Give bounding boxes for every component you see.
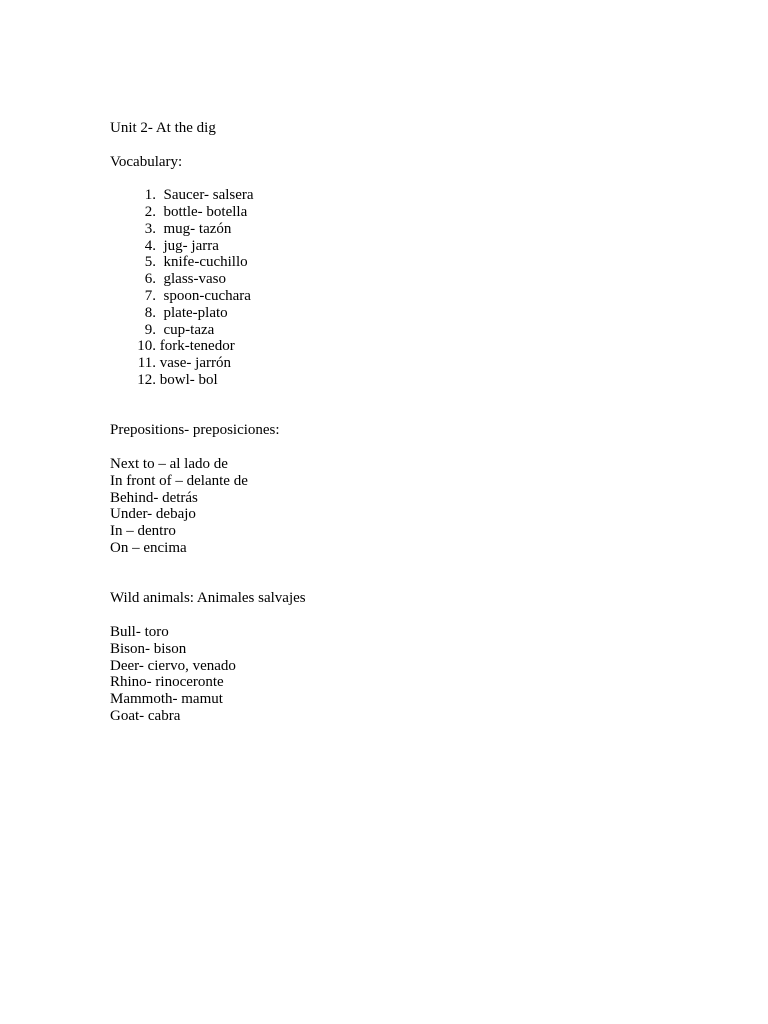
- list-number: 6.: [144, 271, 156, 288]
- list-text: [156, 187, 164, 204]
- list-number: 11.: [137, 355, 156, 372]
- list-text: [156, 254, 164, 271]
- list-number: 1.: [144, 187, 156, 204]
- prepositions-list: [110, 456, 710, 557]
- list-item: In front of – delante de: [110, 472, 248, 489]
- list-text: [156, 221, 164, 238]
- list-item: [110, 204, 710, 221]
- animals-list: [110, 624, 710, 725]
- list-item: Next to – al lado de: [110, 455, 228, 472]
- list-text: [156, 288, 164, 305]
- list-number: 12.: [137, 371, 156, 388]
- list-item: Goat- cabra: [110, 707, 181, 724]
- list-item: Rhino- rinoceronte: [110, 674, 224, 691]
- vocabulary-term: plate-plato: [163, 304, 228, 321]
- list-item: Bison- bison: [110, 640, 187, 657]
- list-item: Bull- toro: [110, 623, 169, 640]
- vocabulary-term: spoon-cuchara: [163, 287, 251, 304]
- list-item: [110, 322, 710, 339]
- list-item: [110, 271, 710, 288]
- list-number: 4.: [144, 237, 156, 254]
- list-item: Behind- detrás: [110, 489, 198, 506]
- spacer: [110, 439, 710, 456]
- spacer: [110, 389, 710, 423]
- list-text: [156, 322, 164, 339]
- animals-heading: Wild animals: Animales salvajes: [110, 590, 306, 607]
- list-item: [110, 288, 710, 305]
- vocabulary-term: glass-vaso: [163, 271, 226, 288]
- spacer: [110, 607, 710, 624]
- list-number: 10.: [137, 338, 156, 355]
- list-number: 9.: [144, 321, 156, 338]
- document-page: [110, 120, 710, 725]
- list-number: 7.: [144, 287, 156, 304]
- list-text: [156, 204, 164, 221]
- vocabulary-term: knife-cuchillo: [163, 254, 248, 271]
- spacer: [110, 170, 710, 187]
- list-item: [110, 254, 710, 271]
- list-number: 2.: [144, 203, 156, 220]
- vocabulary-heading: Vocabulary:: [110, 153, 183, 170]
- list-item: Under- debajo: [110, 506, 196, 523]
- vocabulary-term: bowl- bol: [159, 371, 218, 388]
- list-text: [156, 305, 164, 322]
- list-number: 3.: [144, 220, 156, 237]
- list-item: [110, 355, 710, 372]
- vocabulary-term: fork-tenedor: [159, 338, 235, 355]
- list-number: 5.: [144, 254, 156, 271]
- vocabulary-term: jug- jarra: [163, 237, 219, 254]
- document-title: Unit 2- At the dig: [110, 120, 216, 136]
- vocabulary-term: Saucer- salsera: [163, 187, 254, 204]
- spacer: [110, 137, 710, 154]
- spacer: [110, 557, 710, 591]
- list-item: [110, 372, 710, 389]
- list-item: [110, 338, 710, 355]
- list-item: Deer- ciervo, venado: [110, 657, 236, 674]
- list-text: [156, 238, 164, 255]
- vocabulary-term: bottle- botella: [163, 203, 248, 220]
- vocabulary-term: vase- jarrón: [159, 355, 231, 372]
- list-item: On – encima: [110, 539, 187, 556]
- vocabulary-list: [110, 187, 710, 389]
- prepositions-heading: Prepositions- preposiciones:: [110, 422, 280, 439]
- list-item: [110, 221, 710, 238]
- list-item: [110, 187, 710, 204]
- list-item: In – dentro: [110, 523, 176, 540]
- list-item: [110, 238, 710, 255]
- list-number: 8.: [144, 304, 156, 321]
- list-item: [110, 305, 710, 322]
- list-text: [156, 271, 164, 288]
- vocabulary-term: cup-taza: [163, 321, 215, 338]
- list-item: Mammoth- mamut: [110, 691, 223, 708]
- vocabulary-term: mug- tazón: [163, 220, 232, 237]
